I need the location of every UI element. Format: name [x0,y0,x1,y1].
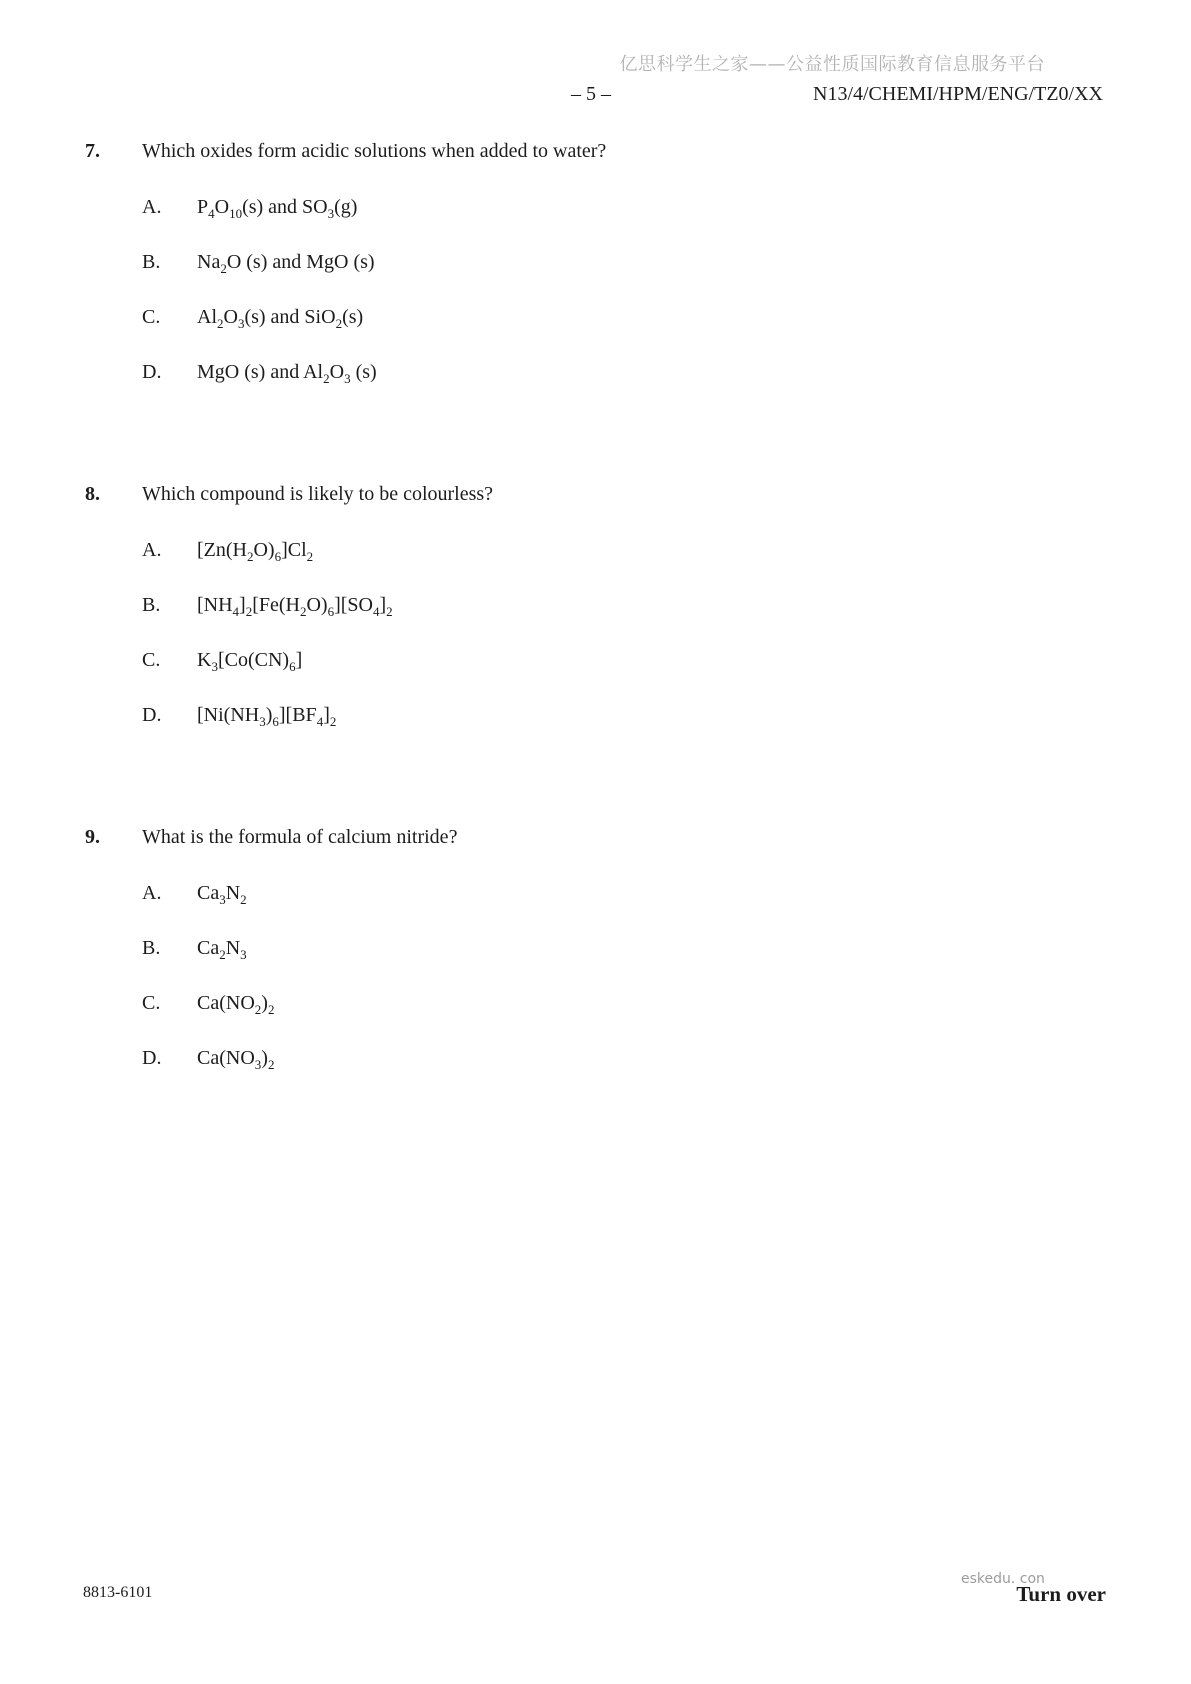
option-formula: $Na_2O$ (s) and MgO (s) [197,251,375,276]
question-head [85,138,1105,164]
option-formula: $[Ni(NH_3)_6][BF_4]_2$ [197,704,337,729]
question-number: 7. [85,140,100,162]
option-letter: A. [142,882,162,904]
option-letter: D. [142,704,162,726]
question-number: 8. [85,483,100,505]
option-formula: $Al_2O_3(s)$ and SiO$_2$(s) [197,306,364,331]
option-formula: $K_3[Co(CN)_6]$ [197,649,303,674]
option-letter: C. [142,649,161,671]
question-8 [85,481,1105,728]
question-7 [85,138,1105,385]
option-row [142,194,1105,220]
option-formula: $Ca_2N_3$ [197,937,247,962]
option-row [142,359,1105,385]
option-letter: B. [142,594,161,616]
question-text: Which compound is likely to be colourless? [142,483,494,505]
footer-site-watermark: eskedu. con [961,1571,1045,1587]
option-formula: $Ca_3N_2$ [197,882,247,907]
option-letter: B. [142,937,161,959]
option-row [142,880,1105,906]
footer-doc-code: 8813-6101 [83,1584,153,1601]
option-letter: D. [142,361,162,383]
question-head [85,481,1105,507]
question-number: 9. [85,826,100,848]
option-letter: A. [142,196,162,218]
option-formula: $P_4O_{10}(s)$ and $SO_3(g)$ [197,196,358,221]
question-9 [85,824,1105,1071]
question-text: Which oxides form acidic solutions when added to water? [142,140,607,162]
option-row [142,702,1105,728]
option-row [142,592,1105,618]
option-letter: B. [142,251,161,273]
turn-over-label: Turn over [1016,1582,1106,1606]
option-letter: D. [142,1047,162,1069]
option-formula: $Ca(NO_3)_2$ [197,1047,275,1072]
option-letter: C. [142,992,161,1014]
header-site-watermark: 亿思科学生之家——公益性质国际教育信息服务平台 [619,54,1045,75]
option-formula: $[Zn(H_2O)_6]Cl_2$ [197,539,314,564]
option-row [142,537,1105,563]
option-letter: A. [142,539,162,561]
option-row [142,304,1105,330]
option-row [142,1045,1105,1071]
paper-code: N13/4/CHEMI/HPM/ENG/TZ0/XX [813,83,1103,105]
option-letter: C. [142,306,161,328]
questions-section [85,138,1105,1167]
option-row [142,935,1105,961]
option-formula: MgO (s) and $Al_2O_3$ (s) [197,361,377,386]
question-head [85,824,1105,850]
option-row [142,990,1105,1016]
option-row [142,249,1105,275]
option-formula: $[NH_4]_2[Fe(H_2O)_6][SO_4]_2$ [197,594,393,619]
option-row [142,647,1105,673]
page-number: – 5 – [571,83,611,105]
option-formula: $Ca(NO_2)_2$ [197,992,275,1017]
question-text: What is the formula of calcium nitride? [142,826,458,848]
